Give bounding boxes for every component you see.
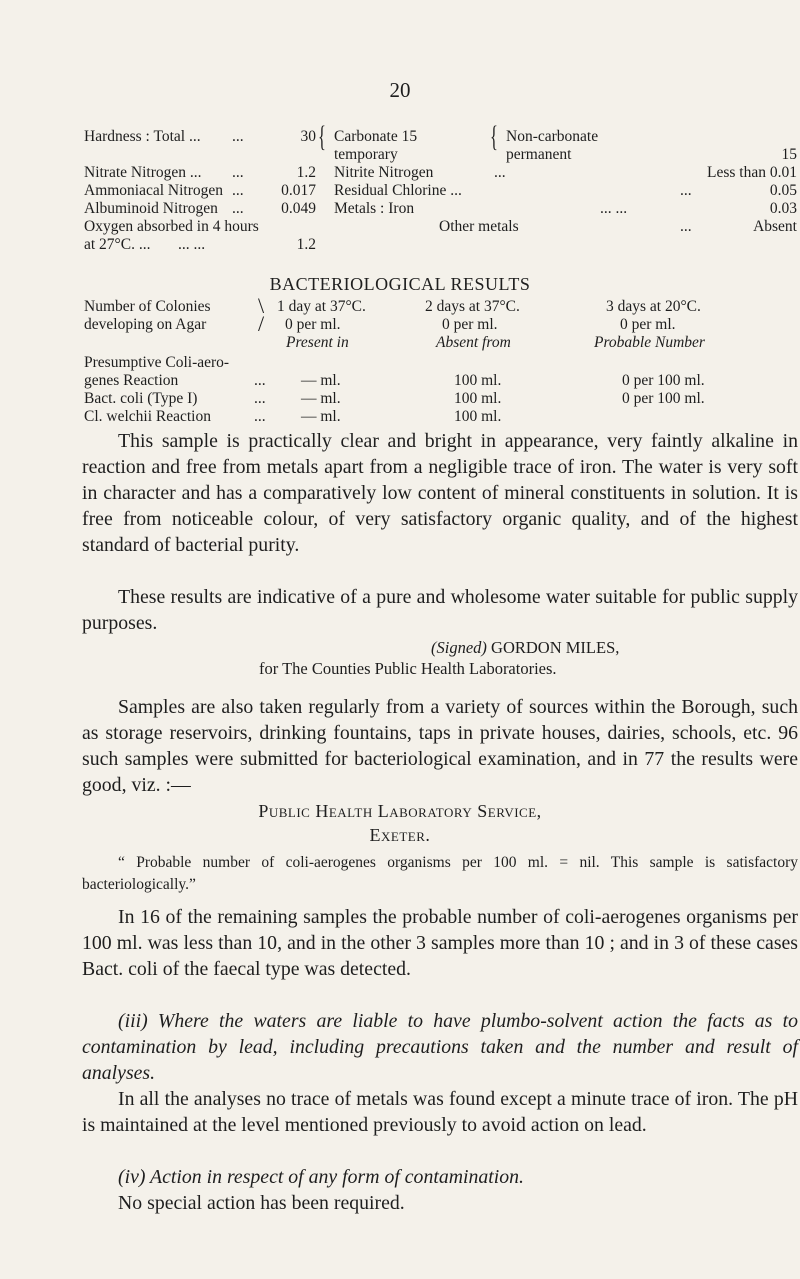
bact-row-present: — ml. <box>301 408 341 425</box>
bact-row-dots: ... <box>254 372 266 389</box>
bacteriological-heading: BACTERIOLOGICAL RESULTS <box>269 274 531 294</box>
left-row-value: 1.2 <box>296 236 316 253</box>
right-row-label: Metals : Iron <box>334 200 415 217</box>
signer-organisation: for The Counties Public Health Laboratories. <box>259 659 557 678</box>
col2-colonies: 0 per ml. <box>442 316 498 333</box>
left-row-label: Ammoniacal Nitrogen <box>84 182 224 199</box>
right-row-label: Nitrite Nitrogen <box>334 164 434 181</box>
left-row-label: Albuminoid Nitrogen <box>84 200 218 217</box>
bact-row-present: — ml. <box>301 390 341 407</box>
right-row-dots: ... <box>494 164 506 181</box>
bact-row-present: — ml. <box>301 372 341 389</box>
left-row-dots: ... <box>232 164 244 181</box>
service-location: Exeter. <box>369 825 431 845</box>
bact-row-dots: ... <box>254 390 266 407</box>
bact-row-label: genes Reaction <box>84 372 179 389</box>
left-row-label: Nitrate Nitrogen ... <box>84 164 202 181</box>
bact-row-absent: 100 ml. <box>454 408 502 425</box>
right-row-label: Other metals <box>439 218 519 235</box>
hardness-dots: ... <box>232 128 244 145</box>
bact-row-absent: 100 ml. <box>454 372 502 389</box>
carbonate-line1: Carbonate 15 <box>334 128 418 145</box>
bact-row-label: Cl. welchii Reaction <box>84 408 211 425</box>
right-row-dots: ... <box>680 182 692 199</box>
laboratory-quote: “ Probable number of coli-aerogenes organisms per 100 ml. = nil. This sample is satisfactory bacteriologically.” <box>82 854 798 893</box>
colonies-label-line2: developing on Agar <box>84 316 207 333</box>
noncarbonate-brace: { <box>490 120 498 153</box>
right-row-value: 0.05 <box>769 182 797 199</box>
bact-row-dots: ... <box>254 408 266 425</box>
right-row-label: Residual Chlorine ... <box>334 182 462 199</box>
paragraph-samples-taken: Samples are also taken regularly from a variety of sources within the Borough, such as storage reservoirs, drinking fountains, taps in private houses, dairies, schools, etc. 96 such samples were submitted for bacteriological examination, and in 77 the results were good, viz. :— <box>82 696 798 796</box>
section-heading-contamination: (iv) Action in respect of any form of contamination. <box>118 1166 524 1188</box>
col3-colonies: 0 per ml. <box>620 316 676 333</box>
paragraph-sample-description: This sample is practically clear and bright in appearance, very faintly alkaline in reaction and free from metals apart from a negligible trace of iron. The water is very soft in character and has a comparatively low content of mineral constituents in solution. It is free from noticeable colour, of very satisfactory organic quality, and of the highest standard of bacterial purity. <box>82 430 798 556</box>
col3-header: 3 days at 20°C. <box>606 298 701 315</box>
left-row-label: at 27°C. ... <box>84 236 151 253</box>
signature-line <box>431 638 619 658</box>
colonies-brace-bottom: / <box>258 311 265 336</box>
right-row-dots: ... <box>680 218 692 235</box>
section-heading-plumbo-solvent: (iii) Where the waters are liable to have plumbo-solvent action the facts as to contamination by lead, including precautions taken and the number and result of analyses. <box>82 1010 798 1084</box>
hardness-value: 30 <box>300 128 316 145</box>
left-row-dots: ... <box>232 182 244 199</box>
page-number: 20 <box>389 78 411 102</box>
paragraph-no-action: No special action has been required. <box>118 1192 405 1214</box>
bact-row-probable: 0 per 100 ml. <box>622 372 705 389</box>
noncarbonate-value: 15 <box>781 146 797 163</box>
colonies-label-line1: Number of Colonies <box>84 298 211 315</box>
paragraph-remaining-samples: In 16 of the remaining samples the probable number of coli-aerogenes organisms per 100 ml. was less than 10, and in the other 3 samples more than 10 ; and in 3 of these cases Bact. coli of the faecal type was detected. <box>82 906 798 980</box>
right-row-value: Less than 0.01 <box>707 164 797 181</box>
left-row-dots: ... ... <box>178 236 206 253</box>
right-row-dots: ... ... <box>600 200 628 217</box>
noncarbonate-line1: Non-carbonate <box>506 128 599 145</box>
signed-label: (Signed) <box>431 638 487 657</box>
col2-header: 2 days at 37°C. <box>425 298 520 315</box>
bact-row-probable: 0 per 100 ml. <box>622 390 705 407</box>
paragraph-results-indicative: These results are indicative of a pure and wholesome water suitable for public supply purposes. <box>82 586 798 634</box>
bact-row-absent: 100 ml. <box>454 390 502 407</box>
right-row-value: 0.03 <box>769 200 797 217</box>
carbonate-line2: temporary <box>334 146 398 163</box>
left-row-label: Oxygen absorbed in 4 hours <box>84 218 259 235</box>
colonies-brace-top: \ <box>258 293 265 318</box>
col1-subheader: Present in <box>286 334 349 351</box>
left-row-value: 1.2 <box>296 164 316 181</box>
col1-colonies: 0 per ml. <box>285 316 341 333</box>
hardness-label: Hardness : Total ... <box>84 128 201 145</box>
service-name: Public Health Laboratory Service, <box>258 801 542 821</box>
bact-row-label: Bact. coli (Type I) <box>84 390 198 407</box>
col3-subheader: Probable Number <box>594 334 705 351</box>
signer-name: GORDON MILES, <box>491 638 620 657</box>
col1-header: 1 day at 37°C. <box>277 298 366 315</box>
col2-subheader: Absent from <box>436 334 511 351</box>
carbonate-brace: { <box>318 120 326 153</box>
left-row-value: 0.049 <box>281 200 316 217</box>
right-row-value: Absent <box>753 218 797 235</box>
left-row-value: 0.017 <box>281 182 316 199</box>
left-row-dots: ... <box>232 200 244 217</box>
paragraph-metal-analyses: In all the analyses no trace of metals was found except a minute trace of iron. The pH is maintained at the level mentioned previously to avoid action on lead. <box>82 1088 798 1136</box>
noncarbonate-line2: permanent <box>506 146 572 163</box>
coli-label-line1: Presumptive Coli-aero- <box>84 354 230 371</box>
